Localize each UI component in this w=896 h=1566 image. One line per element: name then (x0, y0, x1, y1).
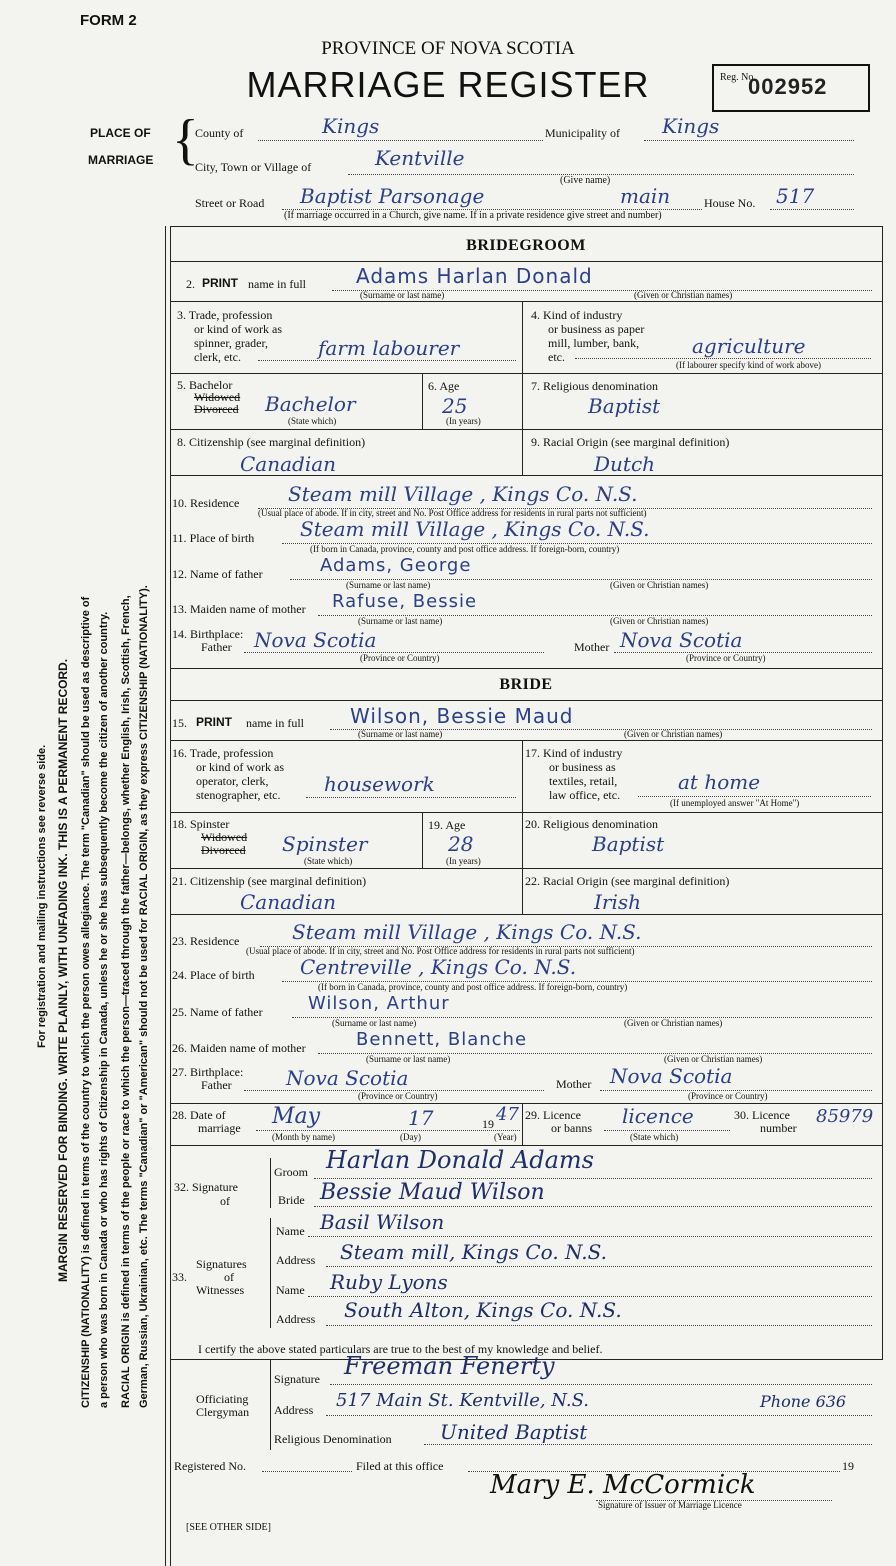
bride-industry-caption: (If unemployed answer "At Home") (670, 798, 800, 808)
bride-father-label: 25. Name of father (172, 1005, 263, 1019)
margin-racial-def-2: German, Russian, Ukrainian, etc. The terms "Canadian" or "American" should not be used for RACIAL ORIGIN, as they express CITIZENSHIP (NATIONALITY). (138, 585, 150, 1408)
marriage-day: 17 (408, 1106, 434, 1130)
bride-residence-label: 23. Residence (172, 934, 240, 948)
county-value: Kings (322, 114, 380, 138)
groom-given-caption: (Given or Christian names) (634, 290, 733, 300)
bride-industry-value: at home (678, 770, 761, 794)
groom-citizenship-value: Canadian (240, 452, 337, 476)
w2-name-label: Name (276, 1283, 305, 1297)
groom-father-surname-caption: (Surname or last name) (346, 580, 431, 590)
province-heading: PROVINCE OF NOVA SCOTIA (321, 38, 575, 59)
bride-surname-caption: (Surname or last name) (358, 729, 443, 739)
marriage-label: MARRIAGE (88, 153, 154, 167)
bride-mother-value: Bennett, Blanche (356, 1029, 528, 1050)
street-value: Baptist Parsonage (300, 184, 485, 208)
page-title: MARRIAGE REGISTER (246, 64, 650, 105)
witness2-name: Ruby Lyons (330, 1270, 448, 1294)
groom-father-birthplace: Nova Scotia (254, 628, 377, 652)
bride-religion-value: Baptist (592, 832, 665, 856)
marriage-year-prefix: 19 (482, 1117, 494, 1131)
bride-citizenship-value: Canadian (240, 890, 337, 914)
month-caption: (Month by name) (272, 1132, 335, 1142)
bride-residence-caption: (Usual place of abode. If in city, street and No. Post Office address for residents in rural parts not sufficient) (246, 946, 635, 956)
witness2-address: South Alton, Kings Co. N.S. (344, 1298, 622, 1322)
bride-mother-surname-caption: (Surname or last name) (366, 1054, 451, 1064)
groom-name-value: Adams Harlan Donald (356, 264, 593, 288)
w1-address-label: Address (276, 1253, 316, 1267)
section-bridegroom: BRIDEGROOM (466, 237, 586, 254)
municipality-value: Kings (662, 114, 720, 138)
filed-label: Filed at this office (356, 1459, 444, 1473)
bride-print-label: PRINT (196, 715, 232, 729)
licence-type-caption: (State which) (630, 1132, 679, 1142)
municipality-label: Municipality of (545, 126, 620, 140)
margin-citizenship-def-2: a person who was born in Canada or who has rights of Citizenship in Canada, unless he or she has subsequently become the citizen of another country. (98, 611, 110, 1408)
bride-trade-value: housework (324, 772, 435, 796)
margin-citizenship-def-1: CITIZENSHIP (NATIONALITY) is defined in terms of the country to which the person owes allegiance. The term "Canadian" should be used as descriptive of (80, 596, 92, 1408)
bride-mbp-caption: (Province or Country) (688, 1091, 768, 1101)
groom-mother-value: Rafuse, Bessie (332, 591, 478, 612)
reg-number: 002952 (748, 74, 828, 99)
groom-mother-birthplace: Nova Scotia (620, 628, 743, 652)
officiating-label: Officiating Clergyman (196, 1392, 250, 1419)
bride-age-value: 28 (448, 832, 474, 856)
bride-racial-label: 22. Racial Origin (see marginal definition) (525, 874, 730, 888)
issuer-caption: Signature of Issuer of Marriage Licence (598, 1500, 742, 1510)
clergy-phone: Phone 636 (760, 1392, 847, 1411)
bride-birth-label: 24. Place of birth (172, 968, 255, 982)
bride-f16-label: 16. Trade, profession or kind of work as operator, clerk, stenographer, etc. (172, 746, 284, 802)
give-name-caption: (Give name) (560, 175, 611, 186)
marriage-year: 47 (496, 1104, 519, 1125)
groom-age-label: 6. Age (428, 379, 460, 393)
groom-sig-label: Groom (274, 1165, 308, 1179)
clergy-sig-label: Signature (274, 1372, 320, 1386)
county-label: County of (195, 126, 244, 140)
signature-32-label: 32. Signature of (174, 1180, 238, 1208)
bride-father-birthplace: Nova Scotia (286, 1066, 409, 1090)
groom-residence-label: 10. Residence (172, 496, 240, 510)
groom-residence-caption: (Usual place of abode. If in city, street and No. Post Office address for residents in rural parts not sufficient) (258, 508, 647, 518)
groom-print-label: PRINT (202, 276, 238, 290)
reg-number-box (712, 64, 870, 112)
groom-birthplace-label: 14. Birthplace: Father (172, 627, 244, 654)
groom-state-caption: (State which) (288, 416, 337, 426)
clergy-denomination: United Baptist (440, 1420, 588, 1444)
margin-racial-def-1: RACIAL ORIGIN is defined in terms of the people or race to which the person—traced through the father—belongs, whether English, Irish, Scottish, French, (120, 595, 132, 1408)
bride-racial-value: Irish (594, 890, 642, 914)
bride-name-value: Wilson, Bessie Maud (350, 704, 574, 728)
clergy-address-label: Address (274, 1403, 314, 1417)
groom-f3-label: 3. Trade, profession or kind of work as spinner, grader, clerk, etc. (177, 308, 282, 364)
bride-mother-label: 26. Maiden name of mother (172, 1041, 306, 1055)
bride-fbp-caption: (Province or Country) (358, 1091, 438, 1101)
groom-f5-label: 5. Bachelor Widowed Divorced (177, 378, 241, 416)
bride-birth-caption: (If born in Canada, province, county and post office address. If foreign-born, country) (318, 982, 628, 992)
bride-mother-birthplace: Nova Scotia (610, 1064, 733, 1088)
groom-mother-label: 13. Maiden name of mother (172, 602, 306, 616)
groom-industry-value: agriculture (692, 334, 806, 358)
groom-fbp-caption: (Province or Country) (360, 653, 440, 663)
bride-mother-bp-label: Mother (556, 1077, 592, 1091)
city-value: Kentville (375, 146, 465, 170)
witness1-name: Basil Wilson (320, 1210, 445, 1234)
registered-no-label: Registered No. (174, 1459, 246, 1473)
groom-racial-label: 9. Racial Origin (see marginal definition) (531, 435, 730, 449)
bride-signature: Bessie Maud Wilson (320, 1180, 545, 1205)
bride-citizenship-label: 21. Citizenship (see marginal definition) (172, 874, 367, 888)
margin-binding-note: MARGIN RESERVED FOR BINDING. WRITE PLAINLY, WITH UNFADING INK. THIS IS A PERMANENT RECORD. (56, 658, 70, 1282)
bride-sig-label: Bride (278, 1193, 305, 1207)
house-value: 517 (776, 184, 815, 208)
bride-father-value: Wilson, Arthur (308, 993, 450, 1014)
bride-f17-label: 17. Kind of industry or business as textiles, retail, law office, etc. (525, 746, 623, 802)
marriage-date-label: 28. Date of marriage (172, 1108, 241, 1135)
bride-years-caption: (In years) (446, 856, 481, 866)
bride-status-value: Spinster (282, 832, 368, 856)
groom-racial-value: Dutch (594, 452, 656, 476)
place-brace: { (172, 109, 199, 171)
place-of-label: PLACE OF (90, 126, 151, 140)
bride-given-caption: (Given or Christian names) (624, 729, 723, 739)
street-label: Street or Road (195, 196, 265, 210)
witness1-address: Steam mill, Kings Co. N.S. (340, 1240, 607, 1264)
form-number: FORM 2 (80, 12, 137, 29)
groom-trade-value: farm labourer (318, 336, 460, 360)
witnesses-33-label: Signatures 33. of Witnesses (172, 1257, 247, 1297)
groom-industry-caption: (If labourer specify kind of work above) (676, 360, 821, 370)
see-other-side: [SEE OTHER SIDE] (186, 1522, 271, 1533)
day-caption: (Day) (400, 1132, 421, 1142)
w2-address-label: Address (276, 1312, 316, 1326)
groom-status-value: Bachelor (265, 392, 356, 416)
street-value-2: main (620, 184, 671, 208)
groom-years-caption: (In years) (446, 416, 481, 426)
licence-number-label: 30. Licence number (734, 1108, 797, 1135)
bride-father-surname-caption: (Surname or last name) (332, 1018, 417, 1028)
groom-father-label: 12. Name of father (172, 567, 263, 581)
groom-signature: Harlan Donald Adams (326, 1146, 594, 1174)
groom-age-value: 25 (442, 394, 468, 418)
bride-state-caption: (State which) (304, 856, 353, 866)
certify-statement: I certify the above stated particulars are true to the best of my knowledge and belief. (198, 1342, 603, 1356)
bride-father-given-caption: (Given or Christian names) (624, 1018, 723, 1028)
groom-birth-label: 11. Place of birth (172, 531, 255, 545)
groom-mother-surname-caption: (Surname or last name) (358, 616, 443, 626)
bride-birthplace-label: 27. Birthplace: Father (172, 1065, 244, 1092)
groom-f4-label: 4. Kind of industry or business as paper mill, lumber, bank, etc. (531, 308, 645, 364)
street-note: (If marriage occurred in a Church, give name. If in a private residence give street and number) (284, 210, 662, 221)
section-bride: BRIDE (499, 676, 553, 693)
city-label: City, Town or Village of (195, 160, 312, 174)
groom-mother-bp-label: Mother (574, 640, 610, 654)
licence-number-value: 85979 (816, 1106, 874, 1127)
groom-residence-value: Steam mill Village , Kings Co. N.S. (288, 482, 638, 506)
groom-citizenship-label: 8. Citizenship (see marginal definition) (177, 435, 366, 449)
clergy-denomination-label: Religious Denomination (274, 1432, 392, 1446)
reg-label: Reg. No. (720, 72, 756, 83)
bride-f15-no: 15. (172, 716, 187, 730)
groom-birth-value: Steam mill Village , Kings Co. N.S. (300, 517, 650, 541)
groom-religion-label: 7. Religious denomination (531, 379, 658, 393)
bride-name-label: name in full (246, 716, 304, 730)
licence-type-value: licence (622, 1104, 694, 1128)
margin-instructions: For registration and mailing instructions see reverse side. (36, 744, 48, 1048)
bride-residence-value: Steam mill Village , Kings Co. N.S. (292, 920, 642, 944)
bride-mother-given-caption: (Given or Christian names) (664, 1054, 763, 1064)
groom-father-given-caption: (Given or Christian names) (610, 580, 709, 590)
clergy-signature: Freeman Fenerty (344, 1352, 555, 1380)
groom-birth-caption: (If born in Canada, province, county and post office address. If foreign-born, country) (310, 544, 620, 554)
bride-f18-label: 18. Spinster Widowed Divorced (172, 817, 248, 857)
w1-name-label: Name (276, 1224, 305, 1238)
clergy-address: 517 Main St. Kentville, N.S. (336, 1390, 590, 1411)
groom-f2-no: 2. (186, 277, 195, 291)
licence-banns-label: 29. Licence or banns (525, 1108, 592, 1135)
house-label: House No. (704, 196, 756, 210)
groom-religion-value: Baptist (588, 394, 661, 418)
bride-religion-label: 20. Religious denomination (525, 817, 658, 831)
marriage-month: May (272, 1104, 321, 1129)
groom-mbp-caption: (Province or Country) (686, 653, 766, 663)
groom-name-label: name in full (248, 277, 306, 291)
issuer-signature: Mary E. McCormick (490, 1470, 756, 1500)
groom-father-value: Adams, George (320, 555, 472, 576)
bride-birth-value: Centreville , Kings Co. N.S. (300, 955, 577, 979)
groom-mother-given-caption: (Given or Christian names) (610, 616, 709, 626)
footer-year-label: 19 (842, 1459, 854, 1473)
bride-age-label: 19. Age (428, 818, 466, 832)
groom-surname-caption: (Surname or last name) (360, 290, 445, 300)
year-caption: (Year) (494, 1132, 517, 1142)
